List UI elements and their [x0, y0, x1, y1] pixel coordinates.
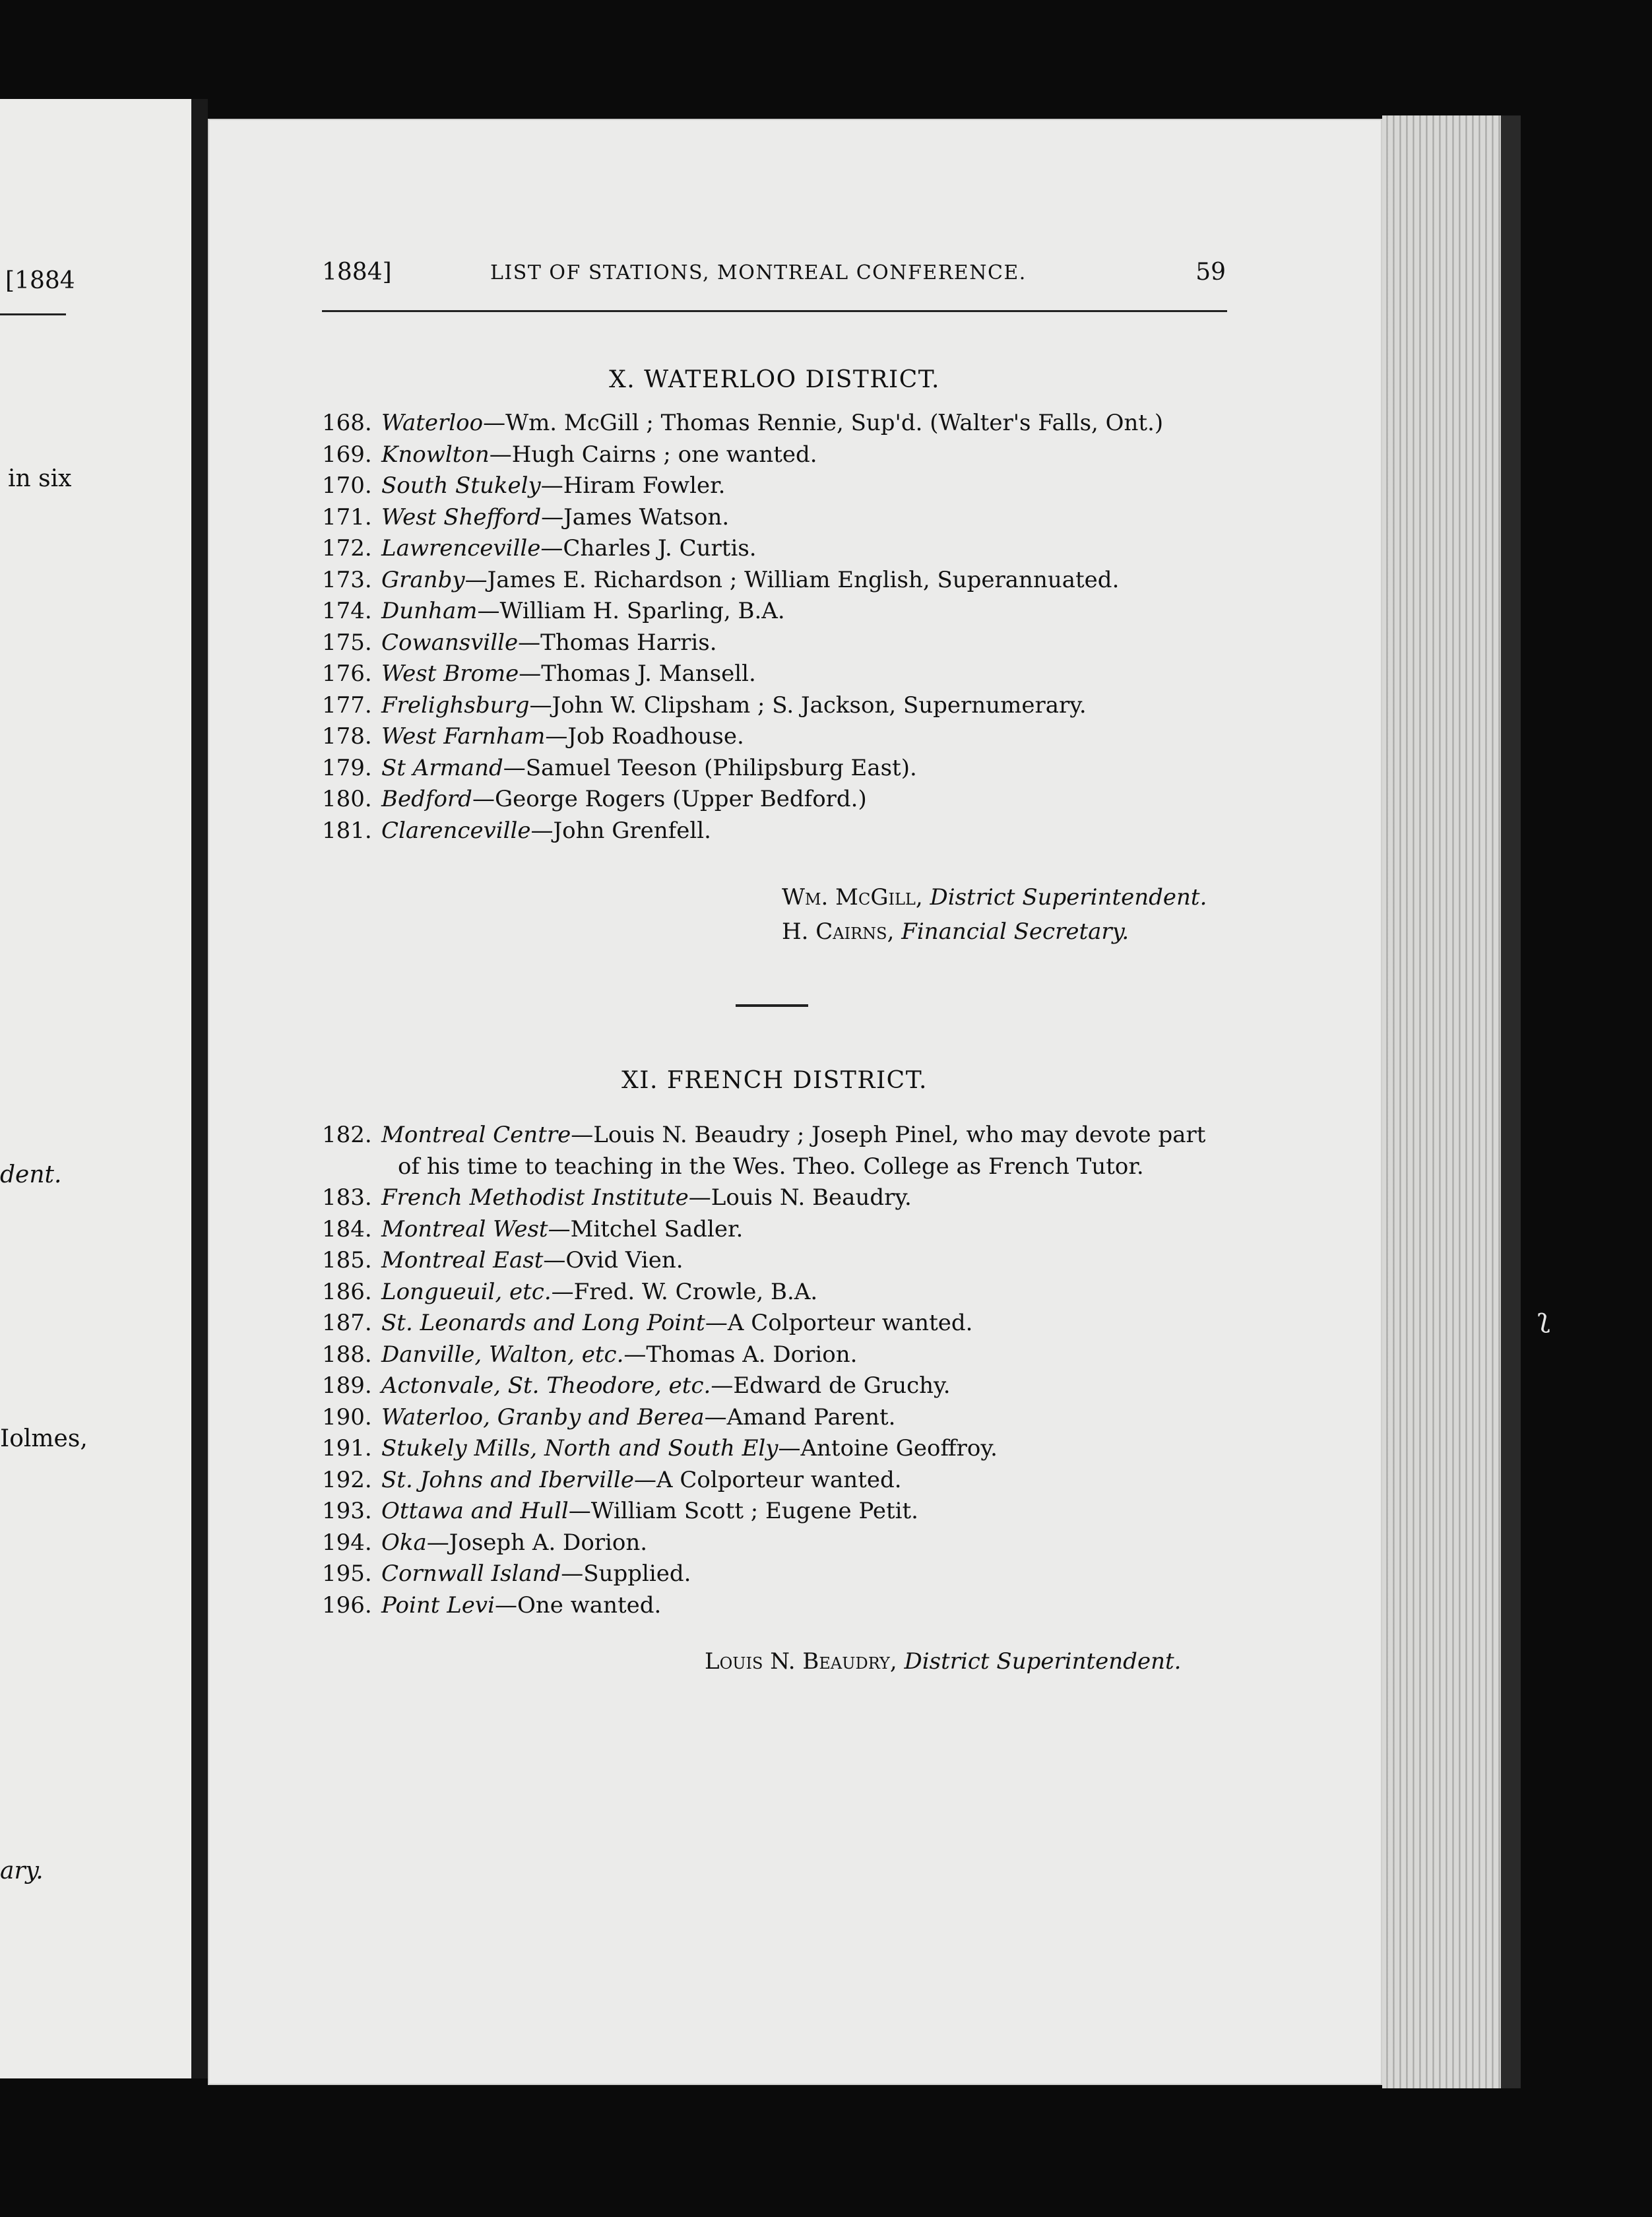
station-entry: 178. West Farnham—Job Roadhouse.	[322, 723, 744, 750]
station-entry-continuation: of his time to teaching in the Wes. Theo. College as French Tutor.	[398, 1153, 1144, 1180]
left-fragment-text: in six	[8, 465, 72, 492]
station-entry: 179. St Armand—Samuel Teeson (Philipsburg East).	[322, 754, 917, 781]
french-district-heading: XI. FRENCH DISTRICT.	[621, 1067, 928, 1094]
waterloo-district-heading: X. WATERLOO DISTRICT.	[609, 366, 940, 393]
station-entry: 180. Bedford—George Rogers (Upper Bedford.)	[322, 786, 867, 812]
header-year: 1884]	[322, 259, 392, 286]
signature-french-superintendent: Louis N. Beaudry, District Superintendent.	[705, 1648, 1182, 1675]
station-entry: 185. Montreal East—Ovid Vien.	[322, 1247, 683, 1273]
station-entry: 187. St. Leonards and Long Point—A Colporteur wanted.	[322, 1310, 973, 1336]
left-fragment-text: Iolmes,	[0, 1425, 88, 1452]
station-entry: 172. Lawrenceville—Charles J. Curtis.	[322, 535, 757, 562]
book-spine	[191, 99, 208, 2078]
signature-financial-secretary: H. Cairns, Financial Secretary.	[782, 918, 1129, 945]
page-edges-shadow	[1501, 115, 1521, 2088]
station-entry: 190. Waterloo, Granby and Berea—Amand Parent.	[322, 1403, 896, 1430]
left-fragment-text: dent.	[0, 1161, 62, 1188]
left-fragment-year: [1884	[5, 267, 75, 294]
station-entry: 182. Montreal Centre—Louis N. Beaudry ; Joseph Pinel, who may devote part	[322, 1122, 1206, 1148]
station-entry: 192. St. Johns and Iberville—A Colporteur wanted.	[322, 1466, 902, 1493]
page-edges	[1382, 115, 1501, 2088]
station-entry: 169. Knowlton—Hugh Cairns ; one wanted.	[322, 441, 817, 468]
station-entry: 196. Point Levi—One wanted.	[322, 1591, 662, 1619]
station-entry: 194. Oka—Joseph A. Dorion.	[322, 1529, 648, 1556]
header-title: LIST OF STATIONS, MONTREAL CONFERENCE.	[490, 261, 1027, 284]
station-entry: 186. Longueuil, etc.—Fred. W. Crowle, B.A.	[322, 1278, 818, 1305]
station-entry: 173. Granby—James E. Richardson ; William English, Superannuated.	[322, 566, 1120, 593]
page-number: 59	[1195, 259, 1226, 286]
section-divider	[736, 1004, 808, 1007]
station-entry: 189. Actonvale, St. Theodore, etc.—Edward de Gruchy.	[322, 1372, 951, 1399]
left-fragment-text: ary.	[0, 1857, 44, 1884]
station-entry: 175. Cowansville—Thomas Harris.	[322, 629, 717, 656]
signature-superintendent: Wm. McGill, District Superintendent.	[782, 884, 1207, 911]
station-entry: 177. Frelighsburg—John W. Clipsham ; S. Jackson, Supernumerary.	[322, 691, 1087, 719]
station-entry: 193. Ottawa and Hull—William Scott ; Eugene Petit.	[322, 1498, 918, 1524]
station-entry: 168. Waterloo—Wm. McGill ; Thomas Rennie, Sup'd. (Walter's Falls, Ont.)	[322, 410, 1164, 436]
station-entry: 174. Dunham—William H. Sparling, B.A.	[322, 598, 785, 624]
header-rule	[322, 310, 1227, 312]
station-entry: 195. Cornwall Island—Supplied.	[322, 1560, 691, 1587]
station-entry: 184. Montreal West—Mitchel Sadler.	[322, 1215, 744, 1242]
station-entry: 183. French Methodist Institute—Louis N. Beaudry.	[322, 1184, 912, 1211]
left-page-fragment	[0, 99, 195, 2078]
station-entry: 191. Stukely Mills, North and South Ely—Antoine Geoffroy.	[322, 1435, 998, 1462]
scan-speck: ʅ	[1537, 1303, 1550, 1333]
station-entry: 170. South Stukely—Hiram Fowler.	[322, 472, 726, 499]
station-entry: 188. Danville, Walton, etc.—Thomas A. Dorion.	[322, 1341, 858, 1368]
station-entry: 176. West Brome—Thomas J. Mansell.	[322, 660, 756, 687]
running-header	[322, 259, 1226, 298]
station-entry: 171. West Shefford—James Watson.	[322, 503, 730, 530]
french-entries	[322, 1120, 1259, 1621]
waterloo-entries	[322, 408, 1259, 847]
station-entry: 181. Clarenceville—John Grenfell.	[322, 817, 711, 844]
left-header-rule	[0, 313, 66, 315]
